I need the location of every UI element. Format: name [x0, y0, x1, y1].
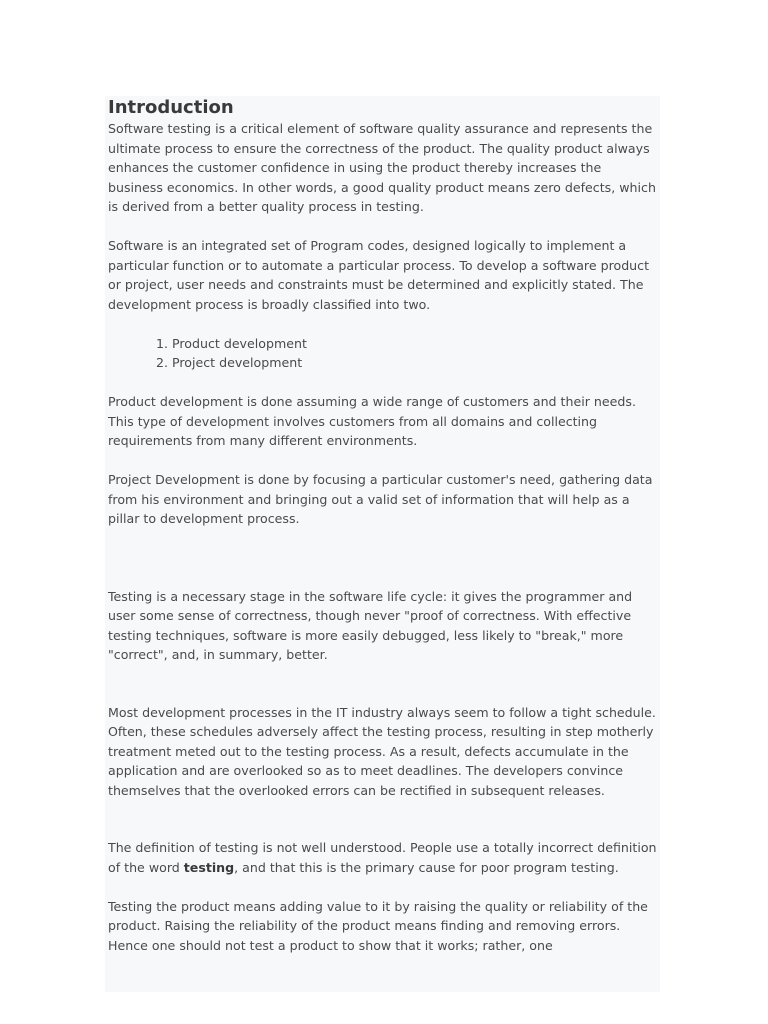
- paragraph-intro: Software testing is a critical element of software quality assurance and represents the ultimate process to ensure the correctness of the product. The quality product always enhances the customer confidence in using the product thereby increases the business economics. In other words, a good quality product means zero defects, which is derived from a better quality process in testing.: [108, 121, 656, 214]
- paragraph-adding-value: Testing the product means adding value to it by raising the quality or reliability of the product. Raising the reliability of the product means finding and removing errors. Hence one should not test a product to show that it works; rather, one: [108, 898, 648, 953]
- bold-term: testing: [183, 859, 235, 875]
- spacer: [108, 529, 660, 587]
- list-item: 1. Product development: [172, 334, 660, 354]
- paragraph-product-development: Product development is done assuming a wide range of customers and their needs. This type of development involves customers from all domains and collecting requirements from many different environments.: [108, 394, 636, 448]
- spacer: [108, 217, 660, 237]
- paragraph-development-schedule: Most development processes in the IT industry always seem to follow a tight schedule. Often, these schedules adversely affect the testing process, resulting in step motherly treatment meted out to the testing process. As a result, defects accumulate in the application and are overlooked so as to meet deadlines. The developers convince themselves that the overlooked errors can be rectified in subsequent releases.: [108, 704, 656, 798]
- document-content: [108, 96, 660, 955]
- development-types-list: [108, 334, 660, 373]
- text-run: , and that this is the primary cause for poor program testing.: [234, 859, 619, 875]
- spacer: [108, 877, 660, 897]
- paragraph-testing-definition: [108, 838, 660, 877]
- spacer: [108, 314, 660, 334]
- section-title: Introduction: [108, 97, 234, 118]
- spacer: [108, 451, 660, 471]
- paragraph-software-definition: Software is an integrated set of Program codes, designed logically to implement a particular function or to automate a particular process. To develop a software product or project, user needs and constraints must be determined and explicitly stated. The development process is broadly classified into two.: [108, 238, 650, 312]
- text-run: The definition of testing is not well understood. People use a totally incorrect definition of the word: [108, 840, 657, 875]
- paragraph-testing-stage: Testing is a necessary stage in the software life cycle: it gives the programmer and user some sense of correctness, though never "proof of correctness. With effective testing techniques, software is more easily debugged, less likely to "break," more "correct", and, in summary, better.: [108, 588, 633, 662]
- paragraph-project-development: Project Development is done by focusing a particular customer's need, gathering data from his environment and bringing out a valid set of information that will help as a pillar to development process.: [108, 472, 653, 526]
- spacer: [108, 373, 660, 393]
- spacer: [108, 800, 660, 838]
- list-item: 2. Project development: [172, 353, 660, 373]
- spacer: [108, 665, 660, 703]
